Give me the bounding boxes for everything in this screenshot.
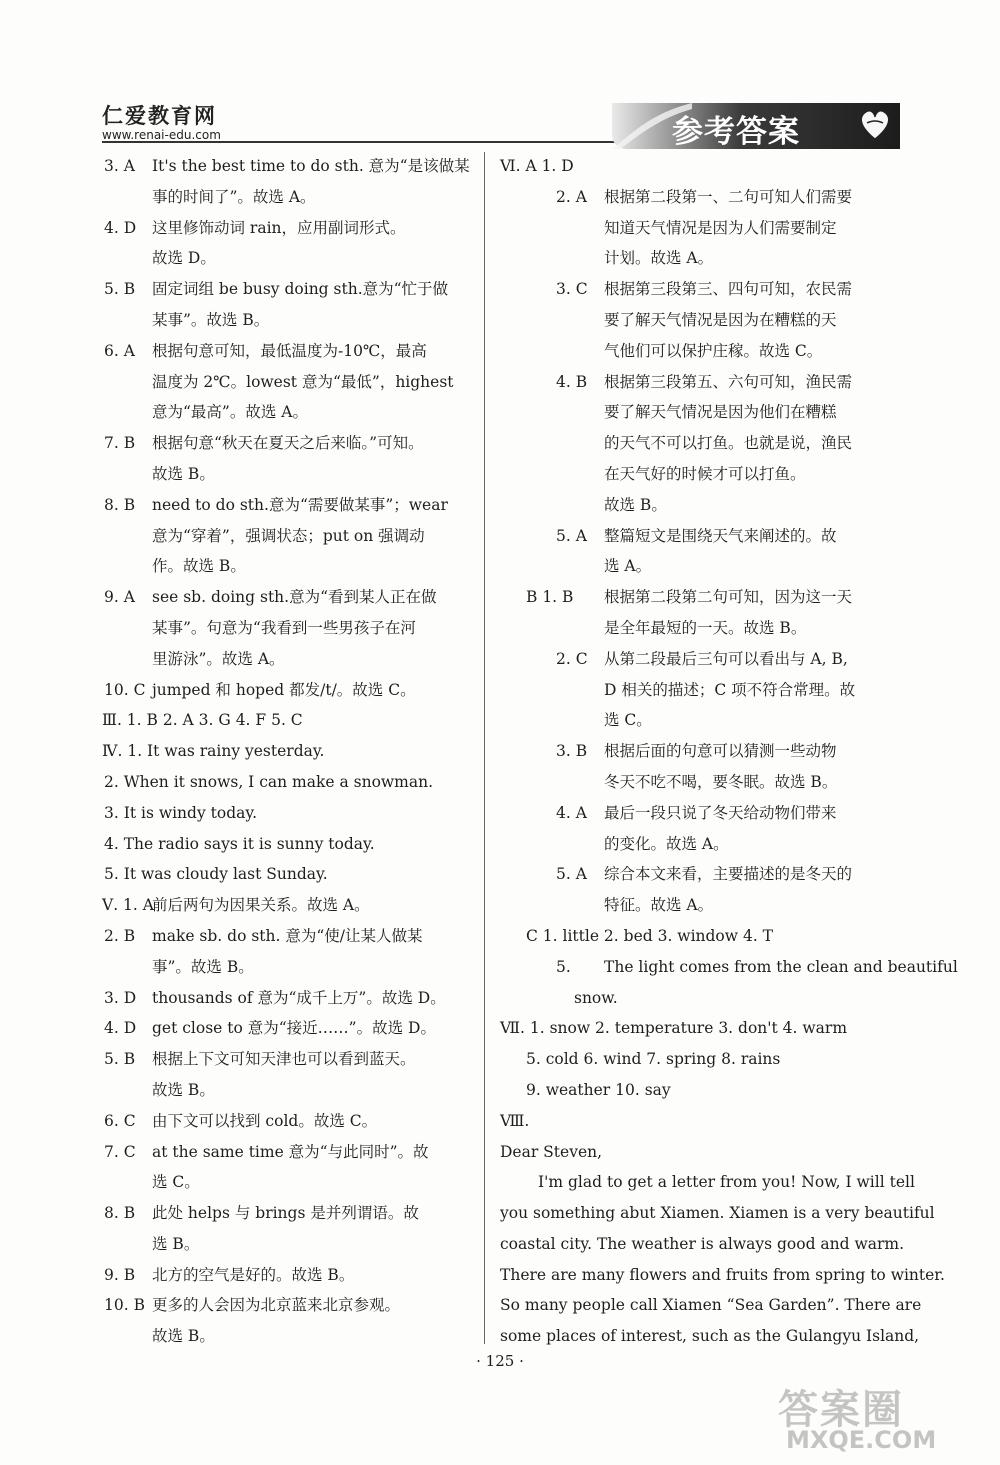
- explanation-text: 知道天气情况是因为人们需要制定: [604, 218, 837, 237]
- section-text: There are many flowers and fruits from spring to winter.: [500, 1265, 945, 1284]
- explanation-text: 更多的人会因为北京蓝来北京参观。: [152, 1296, 401, 1315]
- answer-line: [102, 1044, 474, 1075]
- explanation-text: 故选 B。: [604, 495, 667, 514]
- answer-line: [102, 336, 474, 367]
- answer-line: [102, 428, 474, 459]
- answer-label: 5. A: [556, 526, 587, 545]
- answer-line: [102, 551, 474, 582]
- answer-label: 6. C: [104, 1111, 136, 1130]
- answer-label: 10. B: [104, 1296, 145, 1315]
- explanation-text: D 相关的描述；C 项不符合常理。故: [604, 680, 856, 699]
- explanation-text: 选 B。: [152, 1234, 200, 1253]
- explanation-text: 故选 D。: [152, 249, 216, 268]
- section-text: Ⅲ. 1. B 2. A 3. G 4. F 5. C: [102, 711, 303, 730]
- section-text: So many people call Xiamen “Sea Garden”. There are: [500, 1296, 922, 1315]
- answer-line: [102, 582, 474, 613]
- heart-icon: [858, 109, 892, 141]
- explanation-text: 根据第二段第二句可知，因为这一天: [604, 588, 853, 607]
- answer-label: 8. B: [104, 1204, 136, 1223]
- answer-line: [500, 1260, 945, 1291]
- explanation-text: 作。故选 B。: [152, 557, 246, 576]
- answer-line: [500, 490, 892, 521]
- answer-label: 3. B: [556, 742, 588, 761]
- explanation-text: 故选 B。: [152, 1080, 215, 1099]
- answer-line: [102, 705, 474, 736]
- header-rule: [102, 141, 642, 143]
- answer-line: [102, 921, 474, 952]
- left-column: [102, 151, 474, 1352]
- answer-label: 3. C: [556, 280, 588, 299]
- answer-label: 4. B: [556, 372, 588, 391]
- explanation-text: 北方的空气是好的。故选 B。: [152, 1265, 355, 1284]
- explanation-text: 根据句意“秋天在夏天之后来临。”可知。: [152, 434, 424, 453]
- explanation-text: 这里修饰动词 rain，应用副词形式。: [152, 218, 406, 237]
- answer-line: [102, 1229, 474, 1260]
- answer-line: [500, 1137, 892, 1168]
- answer-item: 5. cold 6. wind 7. spring 8. rains: [526, 1050, 781, 1069]
- answer-line: [102, 1106, 474, 1137]
- answer-line: [500, 1013, 892, 1044]
- section-text: Ⅶ. 1. snow 2. temperature 3. don't 4. warm: [500, 1019, 848, 1038]
- explanation-text: It's the best time to do sth. 意为“是该做某: [152, 157, 470, 175]
- explanation-text: 里游泳”。故选 A。: [152, 649, 285, 668]
- answer-line: [500, 952, 958, 983]
- answer-line: [102, 521, 474, 552]
- answer-label: 4. D: [104, 1019, 137, 1038]
- answer-line: [500, 1321, 920, 1352]
- section-text: you something abut Xiamen. Xiamen is a very beautiful: [500, 1204, 935, 1223]
- answer-line: [102, 459, 474, 490]
- answer-label: 5. B: [104, 280, 136, 299]
- answer-line: [500, 243, 892, 274]
- subsection-label: B 1. B: [526, 588, 574, 607]
- explanation-text: 根据第二段第一、二句可知人们需要: [604, 187, 853, 206]
- explanation-text: 选 C。: [604, 711, 652, 730]
- explanation-text: 计划。故选 A。: [604, 249, 714, 268]
- explanation-text: 故选 B。: [152, 464, 215, 483]
- section-text: Ⅳ. 1. It was rainy yesterday.: [102, 742, 325, 761]
- answer-line: [102, 274, 474, 305]
- explanation-text: 特征。故选 A。: [604, 896, 714, 915]
- answer-line: [102, 736, 474, 767]
- explanation-text: at the same time 意为“与此同时”。故: [152, 1142, 429, 1161]
- answer-line: [500, 1229, 905, 1260]
- explanation-text: 意为“最高”。故选 A。: [152, 403, 308, 422]
- explanation-text: need to do sth.意为“需要做某事”；wear: [152, 495, 448, 514]
- explanation-text: 故选 B。: [152, 1327, 215, 1346]
- answer-line: [102, 1290, 474, 1321]
- answer-line: [500, 675, 892, 706]
- explanation-text: 根据句意可知，最低温度为-10℃，最高: [152, 341, 427, 360]
- answer-label: 4. A: [556, 803, 587, 822]
- answer-label: 2. C: [556, 649, 588, 668]
- section-text: coastal city. The weather is always good and warm.: [500, 1234, 905, 1253]
- answer-line: [500, 1290, 922, 1321]
- answer-line: [500, 305, 892, 336]
- explanation-text: 在天气好的时候才可以打鱼。: [604, 464, 806, 483]
- answer-label: 5. B: [104, 1050, 136, 1069]
- answer-label: 10. C: [104, 680, 146, 699]
- answer-line: [500, 274, 892, 305]
- answer-line: [500, 367, 892, 398]
- answer-line: [102, 182, 474, 213]
- page-number: · 125 ·: [476, 1352, 524, 1370]
- answer-line: [102, 859, 474, 890]
- explanation-text: 整篇短文是围绕天气来阐述的。故: [604, 526, 837, 545]
- site-header: [102, 104, 221, 142]
- answer-line: [102, 1198, 474, 1229]
- answer-line: [102, 1260, 474, 1291]
- answer-line: [500, 983, 892, 1014]
- answer-line: [500, 736, 892, 767]
- answer-line: [500, 705, 892, 736]
- answer-line: [500, 859, 892, 890]
- answer-line: [102, 767, 474, 798]
- answer-line: [500, 798, 892, 829]
- explanation-text: 事”。故选 B。: [152, 957, 254, 976]
- explanation-text: 从第二段最后三句可以看出与 A, B,: [604, 649, 848, 668]
- answer-line: [500, 644, 892, 675]
- explanation-text: 某事”。故选 B。: [152, 310, 270, 329]
- answer-label: 2. A: [556, 187, 587, 206]
- answer-label: 4. D: [104, 218, 137, 237]
- answer-line: [102, 890, 474, 921]
- answer-label: 3. A: [104, 157, 135, 175]
- explanation-text: jumped 和 hoped 都发/t/。故选 C。: [152, 680, 416, 699]
- answer-line: [102, 243, 474, 274]
- answer-label: 5.: [556, 957, 571, 976]
- watermark-logo: 答案圈: [778, 1387, 904, 1433]
- explanation-text: 要了解天气情况是因为他们在糟糕: [604, 403, 837, 422]
- answer-line: [102, 1137, 474, 1168]
- answer-line: [102, 1321, 474, 1352]
- answer-line: [102, 983, 474, 1014]
- site-url: www.renai-edu.com: [102, 128, 221, 142]
- explanation-text: 气他们可以保护庄稼。故选 C。: [604, 341, 823, 360]
- section-text: Ⅵ. A 1. D: [500, 157, 574, 175]
- answer-item: 4. The radio says it is sunny today.: [104, 834, 375, 853]
- right-column: [500, 151, 958, 1352]
- answer-label: 2. B: [104, 926, 136, 945]
- answer-item: 5. It was cloudy last Sunday.: [104, 865, 328, 884]
- answer-line: [102, 952, 474, 983]
- answer-label: 7. C: [104, 1142, 136, 1161]
- explanation-text: 前后两句为因果关系。故选 A。: [152, 896, 370, 915]
- explanation-text: snow.: [574, 988, 618, 1007]
- explanation-text: 根据第三段第三、四句可知，农民需: [604, 280, 853, 299]
- answer-label: 9. B: [104, 1265, 136, 1284]
- section-text: some places of interest, such as the Gulangyu Island,: [500, 1327, 920, 1346]
- explanation-text: 选 C。: [152, 1173, 200, 1192]
- explanation-text: 最后一段只说了冬天给动物们带来: [604, 803, 837, 822]
- watermark-url: MXQE.COM: [786, 1426, 937, 1454]
- explanation-text: see sb. doing sth.意为“看到某人正在做: [152, 588, 437, 607]
- answer-line: [102, 1013, 474, 1044]
- explanation-text: 的变化。故选 A。: [604, 834, 729, 853]
- subsection-label: C 1. little 2. bed 3. window 4. T: [526, 926, 774, 945]
- explanation-text: 根据后面的句意可以猜测一些动物: [604, 742, 837, 761]
- answer-line: [500, 336, 892, 367]
- explanation-text: 的天气不可以打鱼。也就是说，渔民: [604, 434, 853, 453]
- answer-line: [102, 829, 474, 860]
- explanation-text: 由下文可以找到 cold。故选 C。: [152, 1111, 378, 1130]
- answer-item: 9. weather 10. say: [526, 1080, 671, 1099]
- paragraph-first-line: I'm glad to get a letter from you! Now, I will tell: [538, 1173, 915, 1192]
- answer-line: [500, 613, 892, 644]
- explanation-text: 根据第三段第五、六句可知，渔民需: [604, 372, 853, 391]
- section-text: Ⅴ. 1. A: [102, 896, 154, 915]
- explanation-text: 固定词组 be busy doing sth.意为“忙于做: [152, 280, 449, 299]
- answer-line: [500, 428, 892, 459]
- explanation-text: 是全年最短的一天。故选 B。: [604, 618, 807, 637]
- answer-line: [500, 551, 892, 582]
- answer-line: [102, 1167, 474, 1198]
- answer-line: [102, 613, 474, 644]
- answer-line: [500, 582, 892, 613]
- answer-line: [500, 1044, 892, 1075]
- answer-banner: [612, 103, 900, 149]
- answer-line: [102, 305, 474, 336]
- answer-item: 3. It is windy today.: [104, 803, 257, 822]
- answer-line: [500, 1106, 892, 1137]
- banner-title: 参考答案: [672, 114, 800, 150]
- watermark: [778, 1378, 992, 1458]
- explanation-text: 要了解天气情况是因为在糟糕的天: [604, 310, 837, 329]
- column-divider: [484, 152, 485, 1344]
- section-text: Dear Steven,: [500, 1142, 603, 1161]
- answer-line: [500, 213, 892, 244]
- answer-label: 5. A: [556, 865, 587, 884]
- answer-line: [102, 798, 474, 829]
- site-name: 仁爱教育网: [102, 103, 217, 128]
- answer-line: [500, 459, 892, 490]
- explanation-text: The light comes from the clean and beautiful: [604, 957, 958, 976]
- explanation-text: 温度为 2℃。lowest 意为“最低”，highest: [152, 372, 454, 391]
- answer-line: [102, 367, 474, 398]
- answer-label: 9. A: [104, 588, 135, 607]
- section-text: Ⅷ.: [500, 1111, 530, 1130]
- explanation-text: 根据上下文可知天津也可以看到蓝天。: [152, 1050, 416, 1069]
- answer-line: [500, 1167, 915, 1198]
- answer-line: [500, 151, 892, 182]
- answer-label: 6. A: [104, 341, 135, 360]
- explanation-text: 综合本文来看，主要描述的是冬天的: [604, 865, 853, 884]
- answer-line: [102, 1075, 474, 1106]
- answer-line: [102, 151, 474, 182]
- answer-label: 7. B: [104, 434, 136, 453]
- explanation-text: make sb. do sth. 意为“使/让某人做某: [152, 926, 423, 945]
- answer-label: 8. B: [104, 495, 136, 514]
- answer-line: [500, 890, 892, 921]
- answer-line: [102, 644, 474, 675]
- explanation-text: 冬天不吃不喝，要冬眠。故选 B。: [604, 772, 838, 791]
- answer-line: [500, 1075, 892, 1106]
- answer-line: [500, 767, 892, 798]
- answer-line: [500, 829, 892, 860]
- answer-line: [500, 1198, 935, 1229]
- explanation-text: thousands of 意为“成千上万”。故选 D。: [152, 988, 446, 1007]
- answer-line: [500, 921, 892, 952]
- explanation-text: 选 A。: [604, 557, 652, 576]
- explanation-text: get close to 意为“接近……”。故选 D。: [152, 1019, 436, 1038]
- explanation-text: 此处 helps 与 brings 是并列谓语。故: [152, 1204, 419, 1223]
- explanation-text: 某事”。句意为“我看到一些男孩子在河: [152, 618, 416, 637]
- answer-line: [500, 521, 892, 552]
- answer-label: 3. D: [104, 988, 137, 1007]
- explanation-text: 事的时间了”。故选 A。: [152, 187, 316, 206]
- answer-item: 2. When it snows, I can make a snowman.: [104, 772, 434, 791]
- explanation-text: 意为“穿着”，强调状态；put on 强调动: [152, 526, 425, 545]
- answer-line: [102, 397, 474, 428]
- answer-line: [102, 490, 474, 521]
- answer-line: [102, 675, 474, 706]
- answer-line: [500, 182, 892, 213]
- answer-line: [102, 213, 474, 244]
- answer-line: [500, 397, 892, 428]
